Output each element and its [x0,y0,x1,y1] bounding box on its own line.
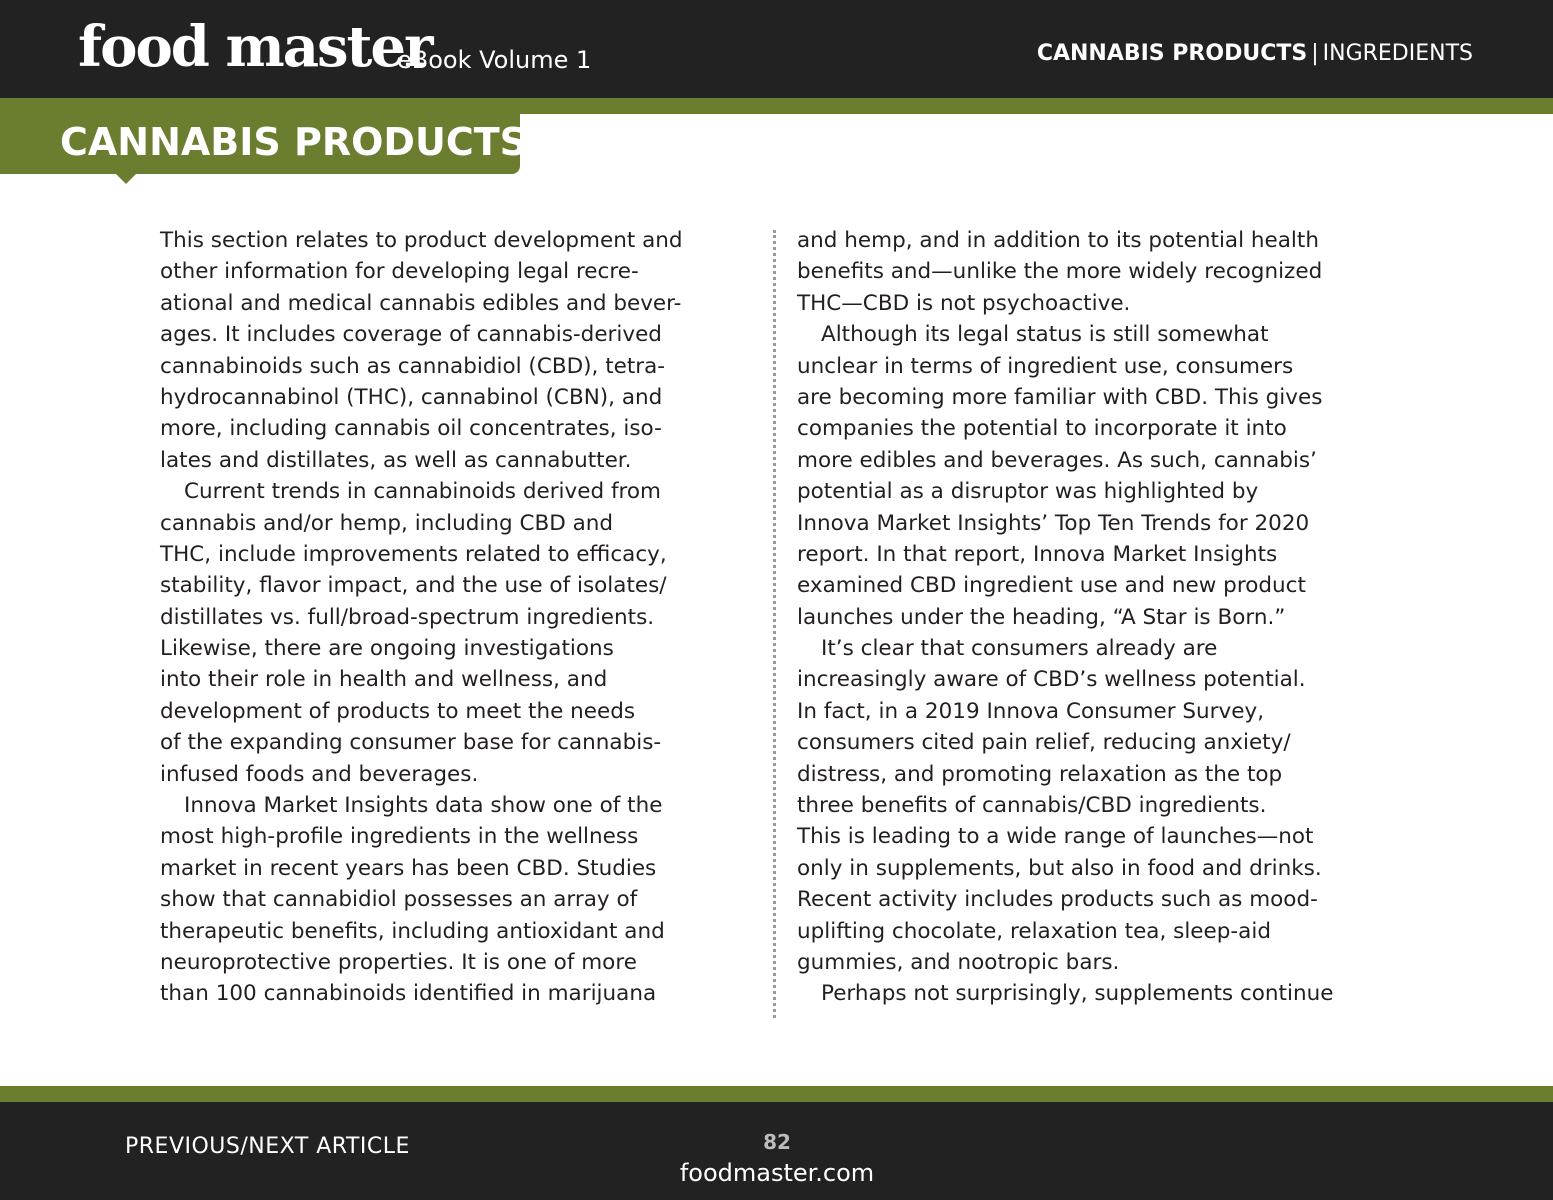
text-line: other information for developing legal recre- [160,259,639,285]
text-line: ational and medical cannabis edibles and bever- [160,290,682,316]
previous-next-article-link[interactable]: PREVIOUS/NEXT ARTICLE [125,1134,410,1159]
text-line: Perhaps not surprisingly, supplements continue [821,981,1334,1007]
text-line: infused foods and beverages. [160,761,479,787]
text-line: neuroprotective properties. It is one of more [160,949,637,975]
section-tab [0,108,528,174]
text-line: lates and distillates, as well as cannabutter. [160,447,632,473]
text-line: Innova Market Insights’ Top Ten Trends for 2020 [797,510,1310,536]
text-line: show that cannabidiol possesses an array of [160,887,638,913]
logo: food master [78,14,432,80]
text-line: This section relates to product development and [160,228,683,253]
text-line: examined CBD ingredient use and new product [797,573,1306,599]
text-line: benefits and—unlike the more widely recognized [797,259,1323,285]
section-title: CANNABIS PRODUCTS [60,120,528,164]
column-divider [773,230,776,1018]
text-line: ages. It includes coverage of cannabis-derived [160,322,662,348]
text-line: Current trends in cannabinoids derived from [184,479,661,505]
section-tab-pointer [116,174,136,184]
text-line: into their role in health and wellness, and [160,667,608,693]
text-line: cannabinoids such as cannabidiol (CBD), tetra- [160,353,666,379]
text-line: THC—CBD is not psychoactive. [797,290,1131,316]
text-line: than 100 cannabinoids identified in marijuana [160,981,657,1007]
text-line: increasingly aware of CBD’s wellness potential. [797,667,1306,693]
text-line: unclear in terms of ingredient use, consumers [797,353,1294,379]
volume-label: eBook Volume 1 [397,46,592,74]
text-line: and hemp, and in addition to its potential health [797,228,1319,253]
text-line: most high-profile ingredients in the wellness [160,824,639,850]
text-line: Innova Market Insights data show one of the [184,793,663,819]
article-column-left [160,225,760,1010]
text-line: consumers cited pain relief, reducing anxiety/ [797,730,1291,756]
text-line: Although its legal status is still somewhat [821,322,1269,348]
text-line: three benefits of cannabis/CBD ingredients. [797,793,1267,819]
text-line: are becoming more familiar with CBD. This gives [797,384,1323,410]
text-line: gummies, and nootropic bars. [797,949,1120,975]
page-number: 82 [763,1130,791,1154]
text-line: In fact, in a 2019 Innova Consumer Survey, [797,698,1265,724]
text-line: Recent activity includes products such as mood- [797,887,1318,913]
text-line: launches under the heading, “A Star is Born.” [797,604,1286,630]
header-section-light: INGREDIENTS [1322,41,1473,66]
text-line: development of products to meet the needs [160,698,636,724]
article-column-right [797,225,1407,1010]
header-section-bold: CANNABIS PRODUCTS [1036,41,1308,66]
text-line: only in supplements, but also in food and drinks. [797,855,1322,881]
text-line: therapeutic benefits, including antioxidant and [160,918,665,944]
text-line: uplifting chocolate, relaxation tea, sleep-aid [797,918,1271,944]
text-line: hydrocannabinol (THC), cannabinol (CBN), and [160,384,663,410]
site-link[interactable]: foodmaster.com [679,1159,875,1187]
text-line: more, including cannabis oil concentrates, iso- [160,416,662,442]
text-line: It’s clear that consumers already are [821,636,1218,662]
header-section-label [1037,38,1473,70]
text-line: THC, include improvements related to efficacy, [160,541,667,567]
text-line: distillates vs. full/broad-spectrum ingredients. [160,604,655,630]
text-line: companies the potential to incorporate it into [797,416,1287,442]
text-line: Likewise, there are ongoing investigations [160,636,614,662]
text-line: stability, flavor impact, and the use of isolates/ [160,573,667,599]
text-line: distress, and promoting relaxation as the top [797,761,1283,787]
text-line: potential as a disruptor was highlighted by [797,479,1259,505]
text-line: This is leading to a wide range of launches—not [797,824,1314,850]
text-line: of the expanding consumer base for cannabis- [160,730,662,756]
text-line: report. In that report, Innova Market Insights [797,541,1278,567]
text-line: cannabis and/or hemp, including CBD and [160,510,614,536]
footer-green-band [0,1086,1553,1102]
text-line: market in recent years has been CBD. Studies [160,855,657,881]
text-line: more edibles and beverages. As such, cannabis’ [797,447,1317,473]
header-separator: | [1311,41,1319,66]
